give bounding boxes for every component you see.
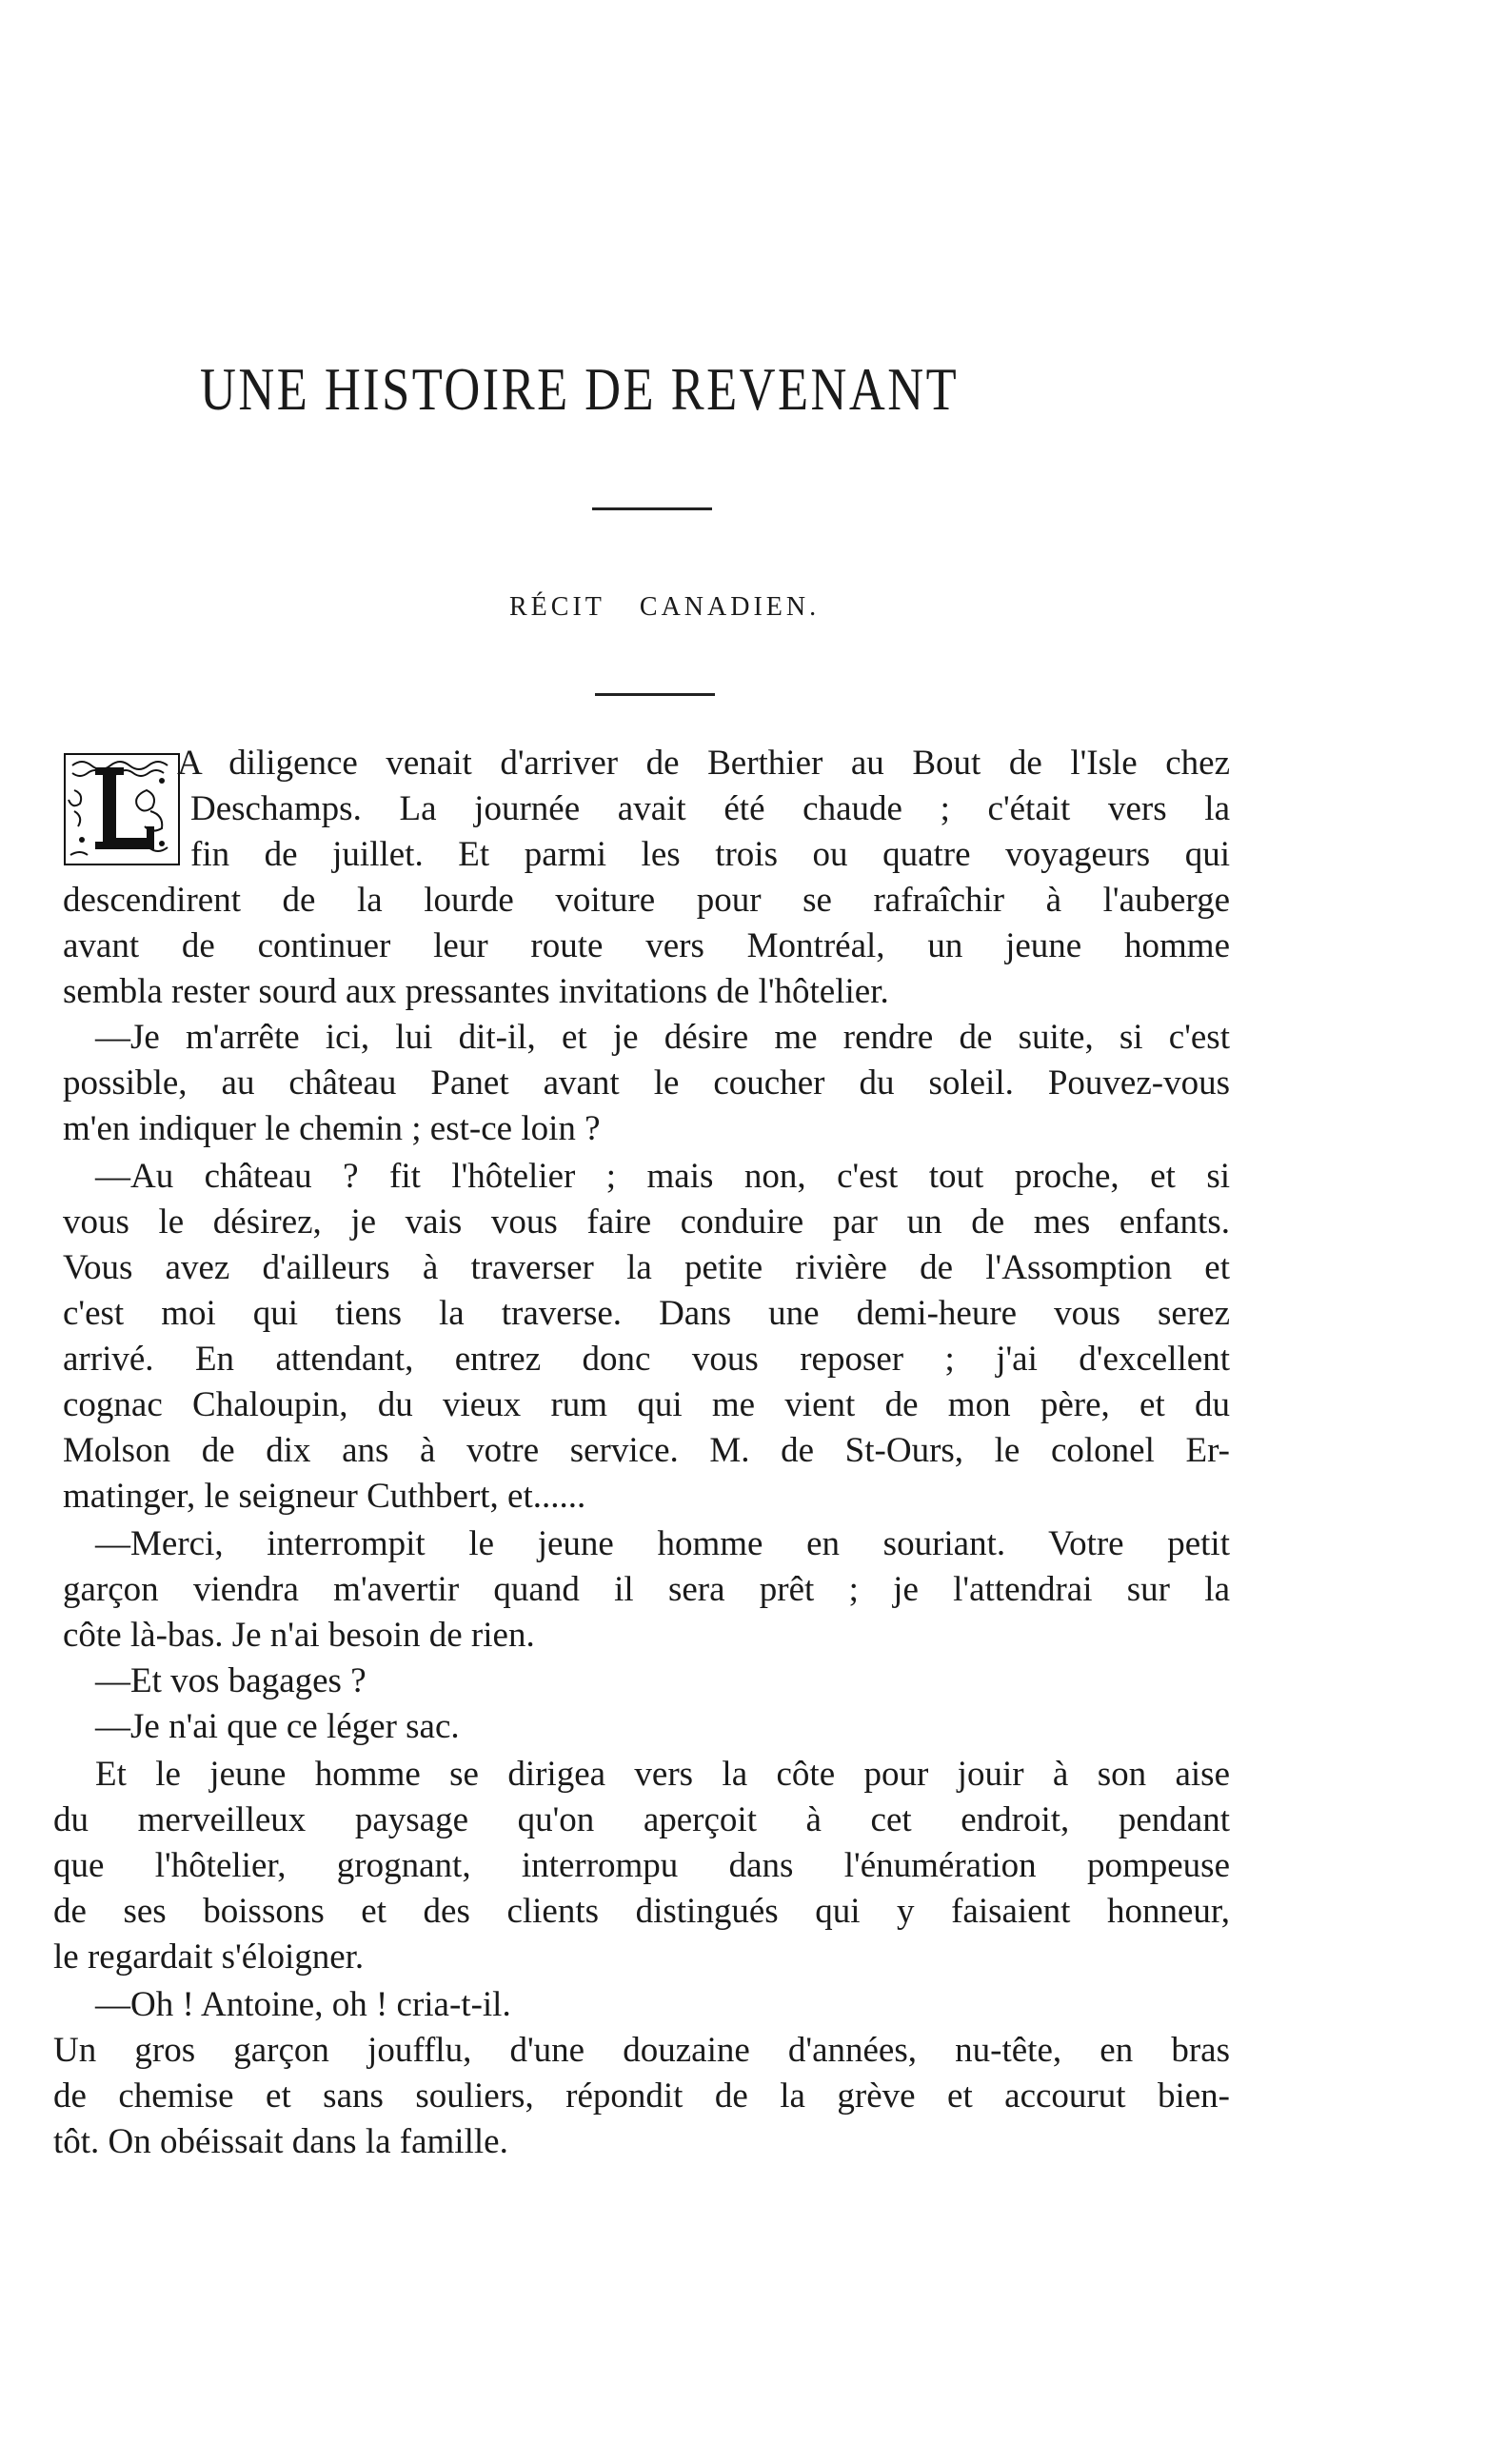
subtitle-rule [595, 693, 715, 696]
text-line-30: de chemise et sans souliers, répondit de la grève et accourut bien- [53, 2077, 1230, 2116]
text-line-4: descendirent de la lourde voiture pour se rafraîchir à l'auberge [63, 881, 1230, 920]
text-line-12: Vous avez d'ailleurs à traverser la petite rivière de l'Assomption et [63, 1248, 1230, 1287]
chapter-subtitle [509, 592, 820, 623]
text-line-6: sembla rester sourd aux pressantes invitations de l'hôtelier. [63, 972, 889, 1011]
text-line-14: arrivé. En attendant, entrez donc vous reposer ; j'ai d'excellent [63, 1340, 1230, 1379]
text-line-22: —Je n'ai que ce léger sac. [95, 1707, 460, 1746]
text-line-24: du merveilleux paysage qu'on aperçoit à cet endroit, pendant [53, 1800, 1230, 1839]
text-line-11: vous le désirez, je vais vous faire conduire par un de mes enfants. [63, 1202, 1230, 1242]
text-line-29: Un gros garçon joufflu, d'une douzaine d'années, nu-tête, en bras [53, 2031, 1230, 2070]
text-line-25: que l'hôtelier, grognant, interrompu dans l'énumération pompeuse [53, 1846, 1230, 1885]
text-line-17: matinger, le seigneur Cuthbert, et...... [63, 1477, 586, 1516]
text-line-2: Deschamps. La journée avait été chaude ; c'était vers la [190, 789, 1230, 828]
text-line-19: garçon viendra m'avertir quand il sera prêt ; je l'attendrai sur la [63, 1570, 1230, 1609]
text-line-26: de ses boissons et des clients distingués qui y faisaient honneur, [53, 1892, 1230, 1931]
text-line-20: côte là-bas. Je n'ai besoin de rien. [63, 1616, 535, 1655]
text-line-16: Molson de dix ans à votre service. M. de St-Ours, le colonel Er- [63, 1431, 1230, 1470]
text-line-10: —Au château ? fit l'hôtelier ; mais non, c'est tout proche, et si [95, 1157, 1230, 1196]
chapter-title: UNE HISTOIRE DE REVENANT [200, 355, 960, 423]
text-line-21: —Et vos bagages ? [95, 1661, 367, 1700]
subtitle-word-2: CANADIEN. [639, 592, 821, 622]
text-line-9: m'en indiquer le chemin ; est-ce loin ? [63, 1109, 601, 1148]
text-line-23: Et le jeune homme se dirigea vers la côte pour jouir à son aise [95, 1755, 1230, 1794]
text-line-3: fin de juillet. Et parmi les trois ou quatre voyageurs qui [190, 835, 1230, 874]
text-line-15: cognac Chaloupin, du vieux rum qui me vient de mon père, et du [63, 1385, 1230, 1424]
text-line-27: le regardait s'éloigner. [53, 1937, 365, 1977]
text-line-28: —Oh ! Antoine, oh ! cria-t-il. [95, 1985, 511, 2024]
text-line-7: —Je m'arrête ici, lui dit-il, et je désire me rendre de suite, si c'est [95, 1018, 1230, 1057]
text-line-18: —Merci, interrompit le jeune homme en souriant. Votre petit [95, 1524, 1230, 1563]
subtitle-word-1: RÉCIT [509, 592, 605, 622]
text-line-5: avant de continuer leur route vers Montréal, un jeune homme [63, 926, 1230, 965]
text-line-8: possible, au château Panet avant le coucher du soleil. Pouvez-vous [63, 1063, 1230, 1103]
text-line-31: tôt. On obéissait dans la famille. [53, 2122, 508, 2161]
title-rule [592, 507, 712, 510]
ornamental-dropcap-l-icon [63, 752, 181, 866]
text-line-13: c'est moi qui tiens la traverse. Dans une demi-heure vous serez [63, 1294, 1230, 1333]
text-line-1: A diligence venait d'arriver de Berthier au Bout de l'Isle chez [177, 744, 1230, 783]
